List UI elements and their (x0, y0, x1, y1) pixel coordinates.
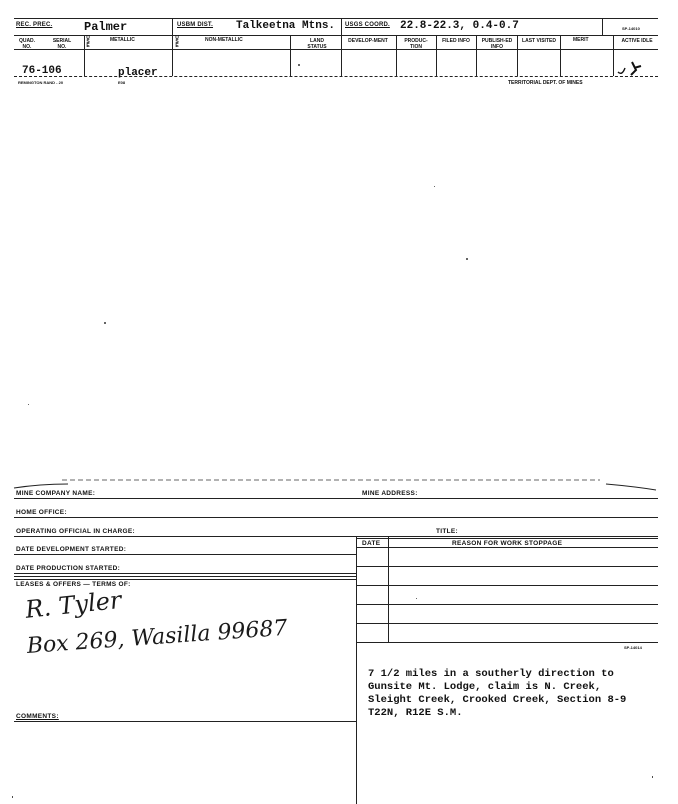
land-status-mark (298, 64, 300, 66)
table-rule (356, 547, 658, 548)
divider (290, 35, 291, 76)
usgs-coord-label: USGS COORD. (345, 22, 390, 28)
serial-no-header: SERIAL NO. (52, 38, 72, 50)
divider (517, 35, 518, 76)
rec-prec-value: Palmer (84, 20, 128, 34)
table-rule (356, 623, 658, 624)
row1-bottom-line (14, 35, 658, 36)
footer-mark: E08 (118, 80, 126, 85)
rule-comments (14, 721, 356, 722)
top-border (14, 18, 658, 19)
divider (602, 18, 603, 35)
speck (466, 258, 468, 260)
speck (12, 796, 13, 798)
divider (396, 35, 397, 76)
table-rule (356, 585, 658, 586)
bottom-form-number: SP-14014 (624, 645, 642, 650)
leases-offers-label: LEASES & OFFERS — TERMS OF: (16, 581, 131, 588)
date-development-label: DATE DEVELOPMENT STARTED: (16, 546, 127, 553)
metallic-header: METALLIC (110, 37, 135, 43)
top-form-number: SP-14010 (622, 26, 640, 31)
rule-date-prod (14, 573, 356, 574)
quad-no-value: 76-106 (22, 65, 62, 77)
date-column-header: DATE (362, 540, 381, 547)
speck (104, 322, 106, 324)
rule-leases-1 (14, 576, 356, 577)
comments-label: COMMENTS: (16, 713, 59, 720)
table-date-divider (388, 536, 389, 642)
merit-header: MERIT (573, 37, 589, 43)
use-header-2: U S E (175, 35, 179, 49)
non-metallic-header: NON-METALLIC (205, 37, 243, 43)
filed-info-header: FILED INFO (442, 38, 470, 44)
table-rule (356, 566, 658, 567)
metallic-value: placer (118, 67, 158, 79)
active-idle-scribble (614, 56, 658, 80)
mine-company-label: MINE COMPANY NAME: (16, 490, 96, 497)
use-header-1: U S E (86, 35, 90, 49)
land-status-header: LAND STATUS (307, 38, 327, 50)
location-note-line: T22N, R12E S.M. (368, 707, 463, 719)
usbm-dist-value: Talkeetna Mtns. (236, 20, 336, 32)
rule-leases-2 (14, 579, 356, 580)
card-top-edge (0, 470, 678, 496)
table-rule (356, 538, 658, 539)
operating-official-label: OPERATING OFFICIAL IN CHARGE: (16, 528, 135, 535)
table-left-edge (356, 536, 357, 804)
development-header: DEVELOP-MENT (348, 38, 388, 44)
table-rule (356, 604, 658, 605)
speck (434, 186, 435, 187)
remington-rand-footer: REMINGTON RAND - 20 (18, 80, 64, 85)
production-header: PRODUC-TION (404, 38, 428, 50)
location-note-line: 7 1/2 miles in a southerly direction to (368, 668, 614, 680)
handwritten-address: Box 269, Wasilla 99687 (26, 615, 289, 659)
published-info-header: PUBLISH-ED INFO (481, 38, 513, 50)
top-card (0, 0, 678, 90)
bottom-card (0, 470, 678, 804)
rule-date-dev-dashed (160, 554, 356, 555)
title-label: TITLE: (436, 528, 459, 535)
divider (560, 35, 561, 76)
reason-column-header: REASON FOR WORK STOPPAGE (452, 540, 563, 547)
location-note (368, 668, 658, 720)
rule-mine-company (14, 498, 658, 499)
divider (341, 18, 342, 76)
active-idle-header: ACTIVE IDLE (621, 38, 653, 44)
date-production-label: DATE PRODUCTION STARTED: (16, 565, 121, 572)
rec-prec-label: REC. PREC. (16, 22, 53, 28)
row3-bottom-line (14, 76, 658, 77)
table-rule (356, 642, 658, 643)
quad-no-header: QUAD. NO. (18, 38, 36, 50)
row2-bottom-line (14, 49, 658, 50)
usbm-dist-label: USBM DIST. (177, 22, 214, 28)
mine-address-label: MINE ADDRESS: (362, 490, 418, 497)
last-visited-header: LAST VISITED (522, 38, 556, 44)
divider (84, 35, 85, 76)
rule-operating-official (14, 536, 658, 537)
location-note-line: Gunsite Mt. Lodge, claim is N. Creek, (368, 681, 602, 693)
rule-home-office (14, 517, 658, 518)
usgs-coord-value: 22.8-22.3, 0.4-0.7 (400, 20, 519, 32)
speck (416, 598, 417, 599)
home-office-label: HOME OFFICE: (16, 509, 67, 516)
location-note-line: Sleight Creek, Crooked Creek, Section 8-9 (368, 694, 627, 706)
handwritten-name: R. Tyler (24, 585, 123, 624)
divider (436, 35, 437, 76)
territorial-dept-footer: TERRITORIAL DEPT. OF MINES (508, 80, 583, 86)
speck (28, 404, 29, 405)
speck (652, 776, 653, 778)
divider (172, 18, 173, 76)
divider (476, 35, 477, 76)
